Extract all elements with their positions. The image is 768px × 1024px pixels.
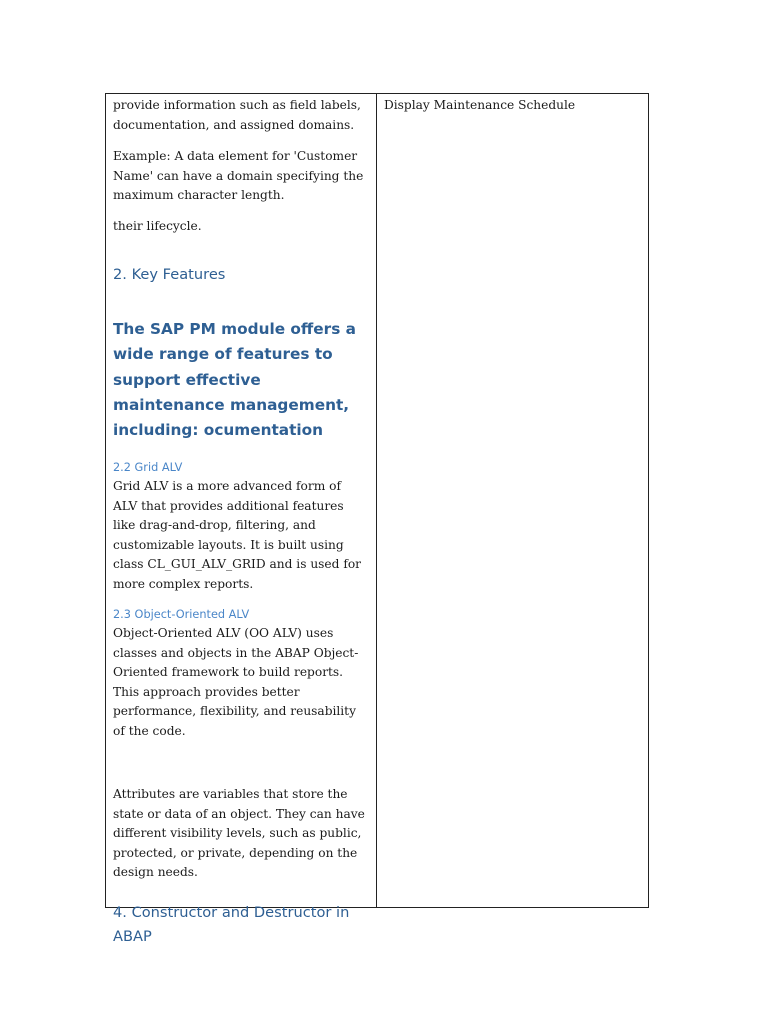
table-cell-right bbox=[377, 94, 648, 907]
paragraph-field-labels: provide information such as field labels, documentation, and assigned domains. bbox=[113, 98, 361, 132]
heading-key-features: 2. Key Features bbox=[113, 266, 226, 283]
heading-grid-alv: 2.2 Grid ALV bbox=[113, 461, 183, 475]
paragraph-grid-alv: Grid ALV is a more advanced form of ALV that provides additional features like drag-and-drop, filtering, and customizable layouts. It is built using class CL_GUI_ALV_GRID and is used for more complex reports. bbox=[113, 479, 361, 591]
heading-constructor-destructor: 4. Constructor and Destructor in ABAP bbox=[113, 903, 350, 945]
paragraph-oo-alv: Object-Oriented ALV (OO ALV) uses classes and objects in the ABAP Object-Oriented framework to build reports. This approach provides better performance, flexibility, and reusability of the code. bbox=[113, 626, 359, 738]
paragraph-lifecycle: their lifecycle. bbox=[113, 218, 202, 233]
paragraph-example: Example: A data element for 'Customer Name' can have a domain specifying the maximum character length. bbox=[113, 149, 364, 202]
paragraph-attributes: Attributes are variables that store the state or data of an object. They can have different visibility levels, such as public, protected, or private, depending on the design needs. bbox=[113, 787, 365, 880]
heading-sap-pm-module: The SAP PM module offers a wide range of features to support effective maintenance management, including: ocumentation bbox=[113, 320, 356, 440]
text-display-maintenance-schedule: Display Maintenance Schedule bbox=[384, 98, 576, 112]
heading-oo-alv: 2.3 Object-Oriented ALV bbox=[113, 608, 250, 622]
document-table bbox=[105, 93, 649, 945]
table-cell-left bbox=[106, 94, 377, 945]
